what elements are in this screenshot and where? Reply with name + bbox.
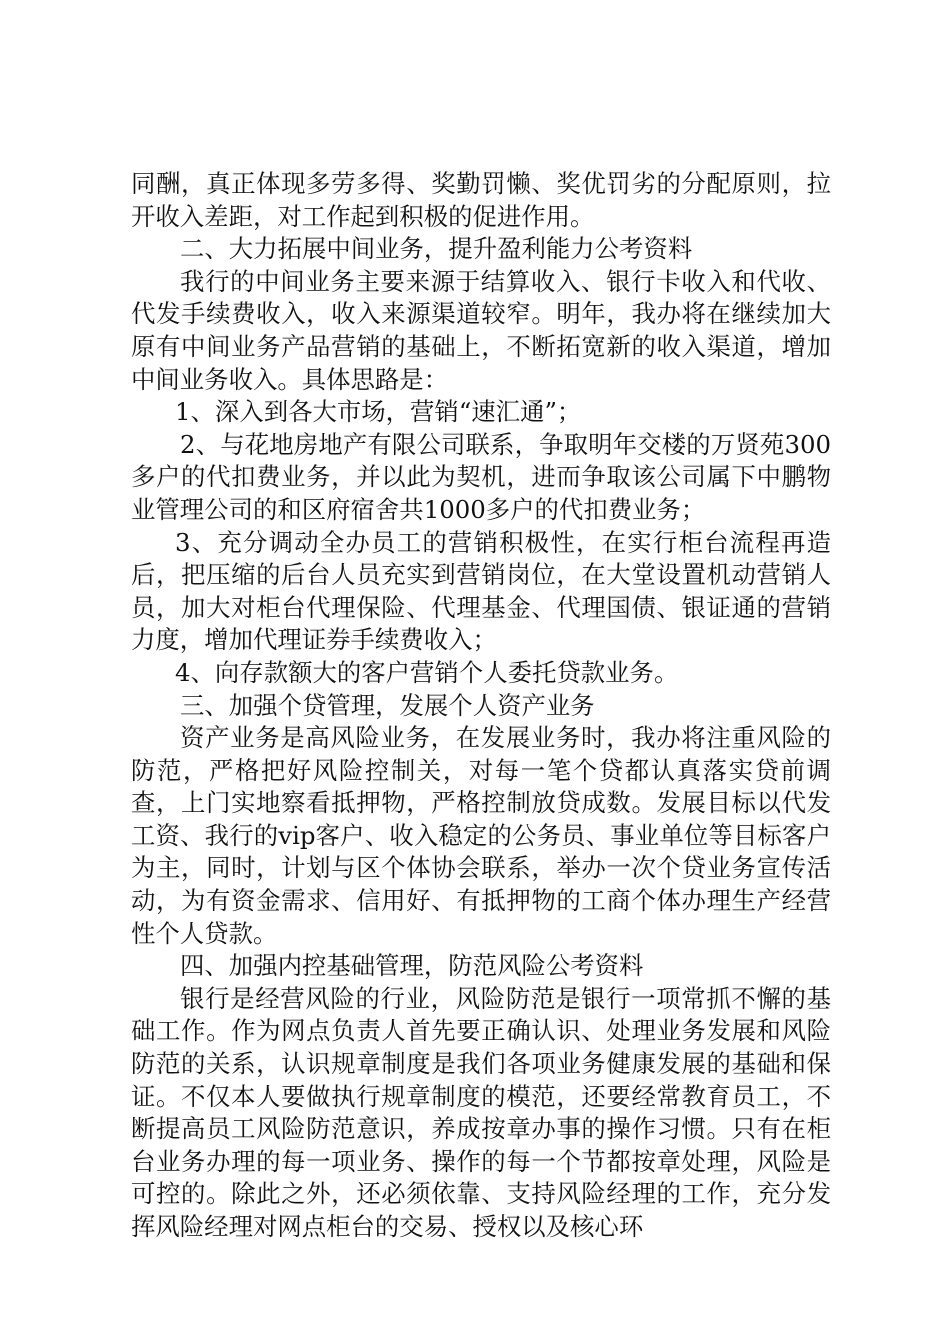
section-heading-3: 三、加强个贷管理，发展个人资产业务 bbox=[180, 690, 595, 720]
paragraph-intermediate-business: 我行的中间业务主要来源于结算收入、银行卡收入和代收、代发手续费收入，收入来源渠道较窄。明年，我办将在继续加大原有中间业务产品营销的基础上，不断拓宽新的收入渠道，增加中间业务收入。具体思路是： bbox=[131, 266, 831, 394]
list-item-4: 4、向存款额大的客户营销个人委托贷款业务。 bbox=[175, 657, 679, 687]
section-heading-2: 二、大力拓展中间业务，提升盈利能力公考资料 bbox=[180, 234, 693, 264]
paragraph-continuation: 同酬，真正体现多劳多得、奖勤罚懒、奖优罚劣的分配原则，拉开收入差距，对工作起到积极的促进作用。 bbox=[131, 169, 831, 231]
list-item-3: 3、充分调动全办员工的营销积极性，在实行柜台流程再造后，把压缩的后台人员充实到营销岗位，在大堂设置机动营销人员，加大对柜台代理保险、代理基金、代理国债、银证通的营销力度，增加代理证券手续费收入； bbox=[131, 527, 831, 655]
paragraph-risk-control: 银行是经营风险的行业，风险防范是银行一项常抓不懈的基础工作。作为网点负责人首先要正确认识、处理业务发展和风险防范的关系，认识规章制度是我们各项业务健康发展的基础和保证。不仅本人要做执行规章制度的模范，还要经常教育员工，不断提高员工风险防范意识，养成按章办事的操作习惯。只有在柜台业务办理的每一项业务、操作的每一个节都按章处理，风险是可控的。除此之外，还必须依靠、支持风险经理的工作，充分发挥风险经理对网点柜台的交易、授权以及核心环 bbox=[131, 983, 831, 1241]
document-body bbox=[131, 168, 831, 1244]
paragraph-asset-business: 资产业务是高风险业务，在发展业务时，我办将注重风险的防范，严格把好风险控制关，对每一笔个贷都认真落实贷前调查，上门实地察看抵押物，严格控制放贷成数。发展目标以代发工资、我行的vip客户、收入稳定的公务员、事业单位等目标客户为主，同时，计划与区个体协会联系，举办一次个贷业务宣传活动，为有资金需求、信用好、有抵押物的工商个体办理生产经营性个人贷款。 bbox=[131, 723, 831, 948]
list-item-1: 1、深入到各大市场，营销“速汇通”； bbox=[175, 397, 582, 427]
list-item-2: 2、与花地房地产有限公司联系，争取明年交楼的万贤苑300多户的代扣费业务，并以此为契机，进而争取该公司属下中鹏物业管理公司的和区府宿舍共1000多户的代扣费业务； bbox=[131, 429, 831, 524]
section-heading-4: 四、加强内控基础管理，防范风险公考资料 bbox=[180, 951, 644, 981]
